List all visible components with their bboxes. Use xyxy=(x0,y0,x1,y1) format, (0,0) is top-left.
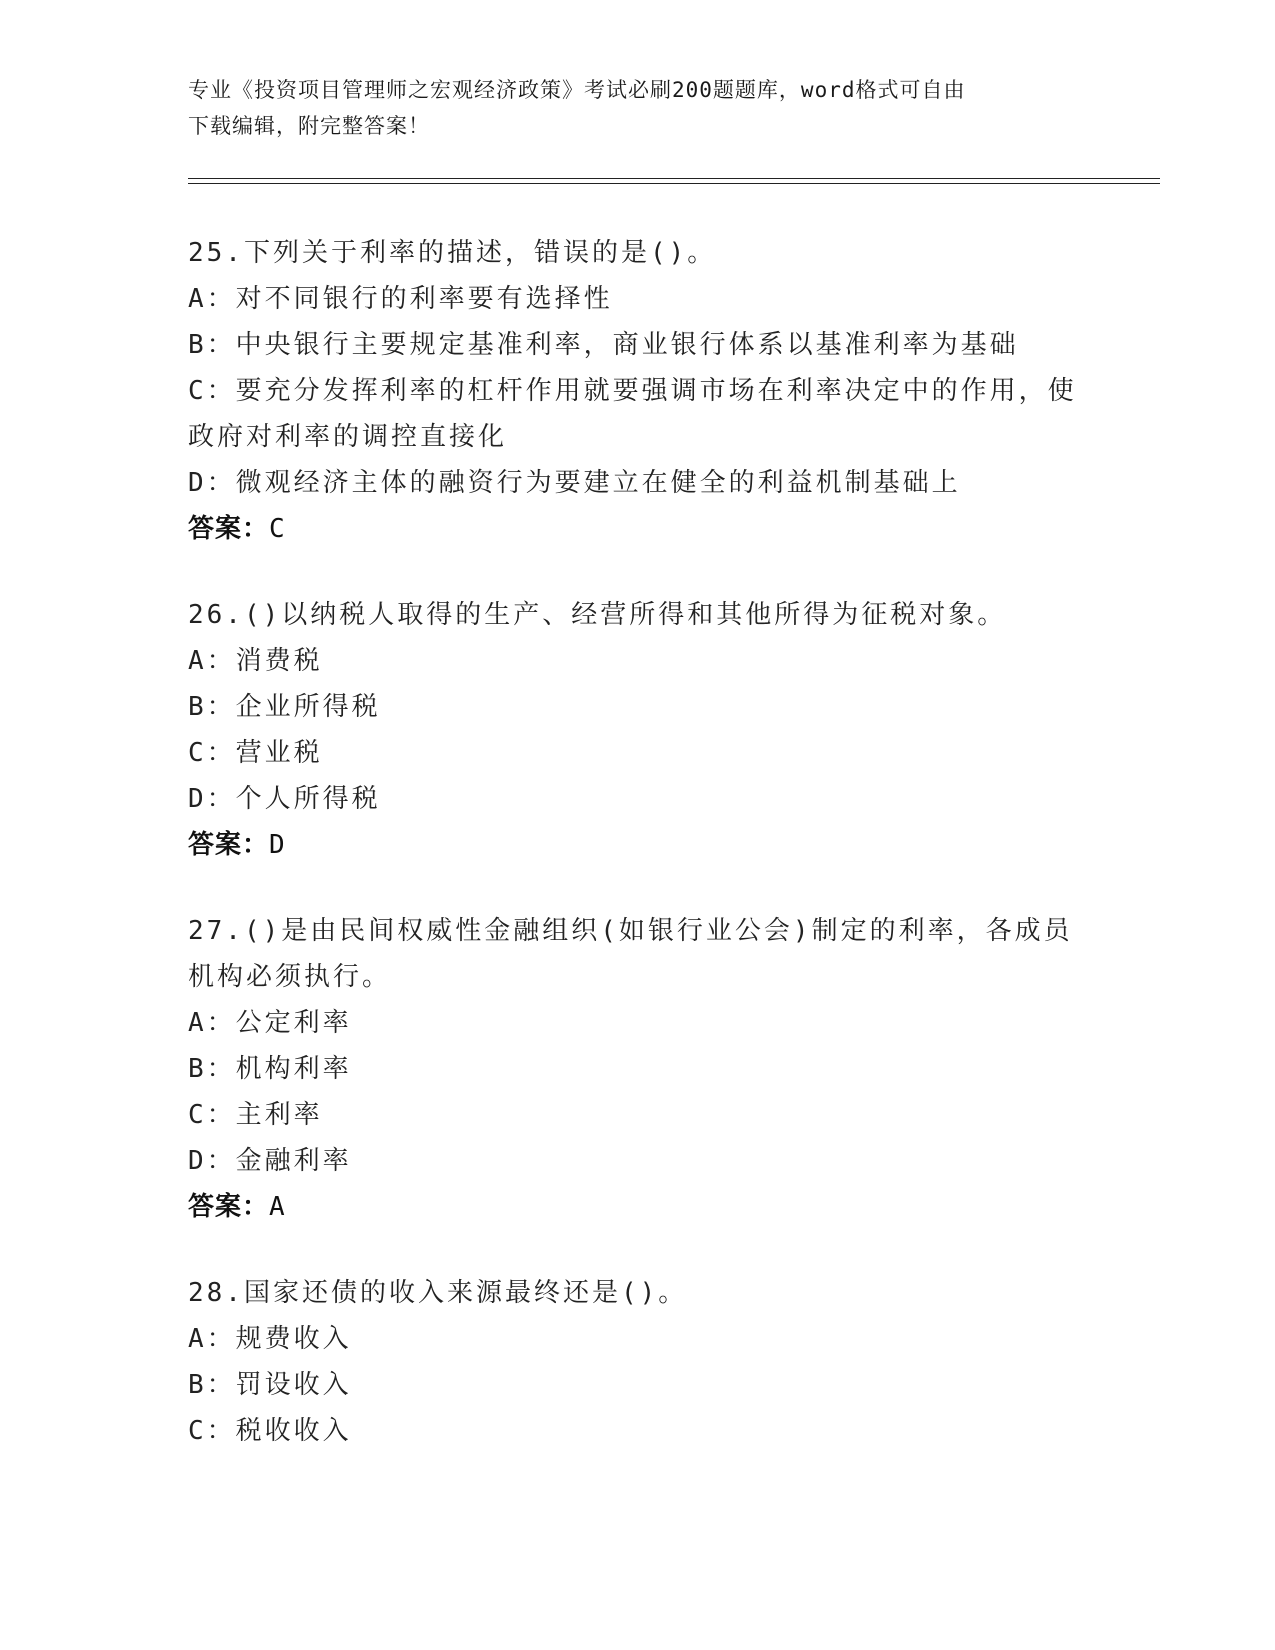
option-a: A：公定利率 xyxy=(188,1008,352,1038)
question-stem: 27.()是由民间权威性金融组织(如银行业公会)制定的利率，各成员机构必须执行。 xyxy=(188,916,1073,992)
header-divider-bottom xyxy=(188,183,1160,184)
question-stem: 25.下列关于利率的描述，错误的是()。 xyxy=(188,238,717,268)
question-27 xyxy=(188,908,1088,1230)
option-c: C：营业税 xyxy=(188,738,323,768)
option-a: A：对不同银行的利率要有选择性 xyxy=(188,284,613,314)
question-25 xyxy=(188,230,1088,552)
answer-value: D xyxy=(269,830,286,860)
answer-line xyxy=(188,506,1088,552)
question-26 xyxy=(188,592,1088,868)
answer-label: 答案： xyxy=(188,1192,270,1222)
option-c: C：税收收入 xyxy=(188,1416,352,1446)
question-stem: 28.国家还债的收入来源最终还是()。 xyxy=(188,1278,688,1308)
header-line-2: 下载编辑，附完整答案！ xyxy=(188,114,430,138)
header-line-1: 专业《投资项目管理师之宏观经济政策》考试必刷200题题库，word格式可自由 xyxy=(188,78,966,102)
header-divider-top xyxy=(188,178,1160,179)
answer-label: 答案： xyxy=(188,830,270,860)
answer-line xyxy=(188,1184,1088,1230)
option-b: B：中央银行主要规定基准利率，商业银行体系以基准利率为基础 xyxy=(188,330,1019,360)
option-b: B：罚设收入 xyxy=(188,1370,352,1400)
option-c: C：要充分发挥利率的杠杆作用就要强调市场在利率决定中的作用，使政府对利率的调控直接化 xyxy=(188,376,1077,452)
option-b: B：企业所得税 xyxy=(188,692,381,722)
option-d: D：金融利率 xyxy=(188,1146,352,1176)
answer-line xyxy=(188,822,1088,868)
option-c: C：主利率 xyxy=(188,1100,323,1130)
answer-value: A xyxy=(269,1192,286,1222)
answer-value: C xyxy=(269,514,286,544)
option-d: D：微观经济主体的融资行为要建立在健全的利益机制基础上 xyxy=(188,468,961,498)
question-stem: 26.()以纳税人取得的生产、经营所得和其他所得为征税对象。 xyxy=(188,600,1007,630)
answer-label: 答案： xyxy=(188,514,270,544)
document-header xyxy=(188,72,1088,144)
question-list xyxy=(188,230,1088,1494)
option-d: D：个人所得税 xyxy=(188,784,381,814)
option-b: B：机构利率 xyxy=(188,1054,352,1084)
question-28 xyxy=(188,1270,1088,1454)
option-a: A：消费税 xyxy=(188,646,323,676)
option-a: A：规费收入 xyxy=(188,1324,352,1354)
